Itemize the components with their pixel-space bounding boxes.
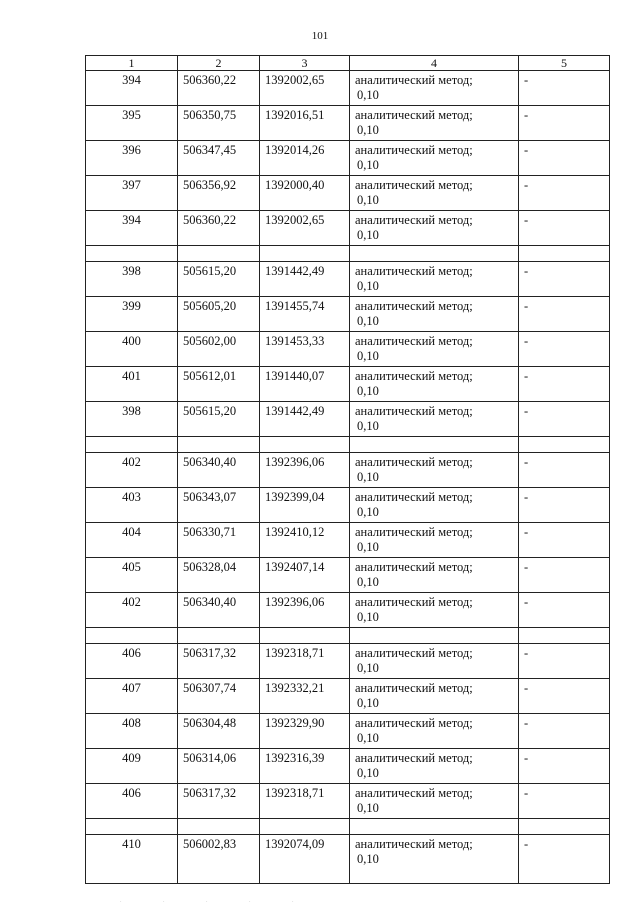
- accuracy-value: 0,10: [357, 158, 379, 172]
- y-coordinate-cell: 1391442,49: [260, 402, 350, 437]
- method-label: аналитический метод;: [355, 560, 473, 574]
- y-coordinate-cell: 1392002,65: [260, 211, 350, 246]
- accuracy-value: 0,10: [357, 696, 379, 710]
- method-cell: [350, 211, 519, 246]
- x-coordinate-cell: 506328,04: [178, 558, 260, 593]
- table-row: [86, 714, 610, 749]
- method-cell: [350, 523, 519, 558]
- coordinates-table: [85, 55, 610, 884]
- empty-cell: [350, 437, 519, 453]
- x-coordinate-cell: 506314,06: [178, 749, 260, 784]
- table-row: [86, 784, 610, 819]
- scan-artifact: . . . . .: [120, 898, 314, 904]
- method-label: аналитический метод;: [355, 595, 473, 609]
- method-cell: [350, 141, 519, 176]
- accuracy-value: 0,10: [357, 505, 379, 519]
- column-header-5: 5: [519, 56, 610, 71]
- method-label: аналитический метод;: [355, 73, 473, 87]
- method-label: аналитический метод;: [355, 646, 473, 660]
- table-row: [86, 835, 610, 884]
- table-gap-row: [86, 437, 610, 453]
- empty-cell: [519, 819, 610, 835]
- x-coordinate-cell: 506356,92: [178, 176, 260, 211]
- method-label: аналитический метод;: [355, 299, 473, 313]
- accuracy-value: 0,10: [357, 349, 379, 363]
- x-coordinate-cell: 506347,45: [178, 141, 260, 176]
- y-coordinate-cell: 1392014,26: [260, 141, 350, 176]
- note-cell: -: [519, 558, 610, 593]
- point-number-cell: 406: [86, 644, 178, 679]
- method-label: аналитический метод;: [355, 404, 473, 418]
- empty-cell: [350, 628, 519, 644]
- empty-cell: [260, 819, 350, 835]
- accuracy-value: 0,10: [357, 88, 379, 102]
- table-row: [86, 106, 610, 141]
- method-cell: [350, 262, 519, 297]
- empty-cell: [86, 819, 178, 835]
- empty-cell: [350, 246, 519, 262]
- note-cell: -: [519, 367, 610, 402]
- x-coordinate-cell: 506317,32: [178, 644, 260, 679]
- accuracy-value: 0,10: [357, 575, 379, 589]
- y-coordinate-cell: 1392002,65: [260, 71, 350, 106]
- method-label: аналитический метод;: [355, 837, 473, 851]
- method-cell: [350, 176, 519, 211]
- method-cell: [350, 558, 519, 593]
- x-coordinate-cell: 506360,22: [178, 211, 260, 246]
- table-row: [86, 141, 610, 176]
- point-number-cell: 402: [86, 593, 178, 628]
- note-cell: -: [519, 106, 610, 141]
- accuracy-value: 0,10: [357, 661, 379, 675]
- table-row: [86, 71, 610, 106]
- accuracy-value: 0,10: [357, 801, 379, 815]
- table-row: [86, 176, 610, 211]
- point-number-cell: 407: [86, 679, 178, 714]
- note-cell: -: [519, 297, 610, 332]
- method-label: аналитический метод;: [355, 490, 473, 504]
- accuracy-value: 0,10: [357, 314, 379, 328]
- empty-cell: [519, 246, 610, 262]
- note-cell: -: [519, 644, 610, 679]
- table-row: [86, 644, 610, 679]
- x-coordinate-cell: 505605,20: [178, 297, 260, 332]
- y-coordinate-cell: 1392318,71: [260, 644, 350, 679]
- method-cell: [350, 297, 519, 332]
- note-cell: -: [519, 453, 610, 488]
- method-cell: [350, 714, 519, 749]
- table-row: [86, 262, 610, 297]
- x-coordinate-cell: 506340,40: [178, 593, 260, 628]
- y-coordinate-cell: 1392016,51: [260, 106, 350, 141]
- point-number-cell: 401: [86, 367, 178, 402]
- empty-cell: [178, 437, 260, 453]
- table-gap-row: [86, 628, 610, 644]
- accuracy-value: 0,10: [357, 384, 379, 398]
- x-coordinate-cell: 506304,48: [178, 714, 260, 749]
- note-cell: -: [519, 714, 610, 749]
- method-label: аналитический метод;: [355, 751, 473, 765]
- empty-cell: [260, 246, 350, 262]
- accuracy-value: 0,10: [357, 610, 379, 624]
- point-number-cell: 406: [86, 784, 178, 819]
- method-cell: [350, 835, 519, 884]
- column-header-3: 3: [260, 56, 350, 71]
- point-number-cell: 402: [86, 453, 178, 488]
- empty-cell: [519, 437, 610, 453]
- point-number-cell: 409: [86, 749, 178, 784]
- method-cell: [350, 784, 519, 819]
- y-coordinate-cell: 1391440,07: [260, 367, 350, 402]
- empty-cell: [178, 246, 260, 262]
- table-row: [86, 211, 610, 246]
- point-number-cell: 399: [86, 297, 178, 332]
- y-coordinate-cell: 1391455,74: [260, 297, 350, 332]
- page-number: 101: [311, 30, 329, 42]
- method-label: аналитический метод;: [355, 108, 473, 122]
- method-label: аналитический метод;: [355, 786, 473, 800]
- y-coordinate-cell: 1392074,09: [260, 835, 350, 884]
- x-coordinate-cell: 506002,83: [178, 835, 260, 884]
- note-cell: -: [519, 262, 610, 297]
- note-cell: -: [519, 176, 610, 211]
- empty-cell: [178, 819, 260, 835]
- method-label: аналитический метод;: [355, 178, 473, 192]
- empty-cell: [260, 628, 350, 644]
- x-coordinate-cell: 506350,75: [178, 106, 260, 141]
- y-coordinate-cell: 1392000,40: [260, 176, 350, 211]
- x-coordinate-cell: 506330,71: [178, 523, 260, 558]
- note-cell: -: [519, 784, 610, 819]
- point-number-cell: 394: [86, 211, 178, 246]
- table-row: [86, 402, 610, 437]
- empty-cell: [260, 437, 350, 453]
- table-row: [86, 679, 610, 714]
- y-coordinate-cell: 1391442,49: [260, 262, 350, 297]
- empty-cell: [350, 819, 519, 835]
- point-number-cell: 408: [86, 714, 178, 749]
- method-cell: [350, 749, 519, 784]
- method-cell: [350, 488, 519, 523]
- method-cell: [350, 402, 519, 437]
- method-cell: [350, 593, 519, 628]
- point-number-cell: 404: [86, 523, 178, 558]
- accuracy-value: 0,10: [357, 228, 379, 242]
- method-label: аналитический метод;: [355, 143, 473, 157]
- note-cell: -: [519, 71, 610, 106]
- method-cell: [350, 106, 519, 141]
- y-coordinate-cell: 1392399,04: [260, 488, 350, 523]
- point-number-cell: 394: [86, 71, 178, 106]
- table-row: [86, 453, 610, 488]
- method-label: аналитический метод;: [355, 334, 473, 348]
- point-number-cell: 400: [86, 332, 178, 367]
- table-row: [86, 332, 610, 367]
- note-cell: -: [519, 679, 610, 714]
- point-number-cell: 405: [86, 558, 178, 593]
- x-coordinate-cell: 505612,01: [178, 367, 260, 402]
- method-cell: [350, 332, 519, 367]
- y-coordinate-cell: 1392332,21: [260, 679, 350, 714]
- method-label: аналитический метод;: [355, 264, 473, 278]
- note-cell: -: [519, 211, 610, 246]
- method-cell: [350, 453, 519, 488]
- x-coordinate-cell: 506317,32: [178, 784, 260, 819]
- y-coordinate-cell: 1392316,39: [260, 749, 350, 784]
- method-label: аналитический метод;: [355, 213, 473, 227]
- empty-cell: [178, 628, 260, 644]
- note-cell: -: [519, 749, 610, 784]
- method-label: аналитический метод;: [355, 369, 473, 383]
- x-coordinate-cell: 505602,00: [178, 332, 260, 367]
- table-row: [86, 558, 610, 593]
- method-cell: [350, 367, 519, 402]
- note-cell: -: [519, 488, 610, 523]
- table-header-row: [86, 56, 610, 71]
- table-gap-row: [86, 246, 610, 262]
- note-cell: -: [519, 141, 610, 176]
- point-number-cell: 396: [86, 141, 178, 176]
- x-coordinate-cell: 506343,07: [178, 488, 260, 523]
- empty-cell: [86, 437, 178, 453]
- column-header-2: 2: [178, 56, 260, 71]
- point-number-cell: 403: [86, 488, 178, 523]
- note-cell: -: [519, 402, 610, 437]
- note-cell: -: [519, 835, 610, 884]
- point-number-cell: 410: [86, 835, 178, 884]
- empty-cell: [519, 628, 610, 644]
- y-coordinate-cell: 1391453,33: [260, 332, 350, 367]
- accuracy-value: 0,10: [357, 540, 379, 554]
- accuracy-value: 0,10: [357, 193, 379, 207]
- method-cell: [350, 644, 519, 679]
- note-cell: -: [519, 332, 610, 367]
- table-row: [86, 749, 610, 784]
- accuracy-value: 0,10: [357, 731, 379, 745]
- table-gap-row: [86, 819, 610, 835]
- x-coordinate-cell: 506360,22: [178, 71, 260, 106]
- method-cell: [350, 679, 519, 714]
- table-row: [86, 593, 610, 628]
- column-header-4: 4: [350, 56, 519, 71]
- method-label: аналитический метод;: [355, 716, 473, 730]
- method-label: аналитический метод;: [355, 525, 473, 539]
- empty-cell: [86, 628, 178, 644]
- point-number-cell: 397: [86, 176, 178, 211]
- accuracy-value: 0,10: [357, 766, 379, 780]
- y-coordinate-cell: 1392396,06: [260, 453, 350, 488]
- method-label: аналитический метод;: [355, 455, 473, 469]
- y-coordinate-cell: 1392396,06: [260, 593, 350, 628]
- y-coordinate-cell: 1392318,71: [260, 784, 350, 819]
- method-cell: [350, 71, 519, 106]
- y-coordinate-cell: 1392407,14: [260, 558, 350, 593]
- table-row: [86, 297, 610, 332]
- accuracy-value: 0,10: [357, 852, 379, 866]
- point-number-cell: 395: [86, 106, 178, 141]
- accuracy-value: 0,10: [357, 123, 379, 137]
- x-coordinate-cell: 505615,20: [178, 402, 260, 437]
- y-coordinate-cell: 1392410,12: [260, 523, 350, 558]
- accuracy-value: 0,10: [357, 470, 379, 484]
- y-coordinate-cell: 1392329,90: [260, 714, 350, 749]
- point-number-cell: 398: [86, 402, 178, 437]
- column-header-1: 1: [86, 56, 178, 71]
- method-label: аналитический метод;: [355, 681, 473, 695]
- note-cell: -: [519, 523, 610, 558]
- x-coordinate-cell: 506307,74: [178, 679, 260, 714]
- point-number-cell: 398: [86, 262, 178, 297]
- table-row: [86, 488, 610, 523]
- table-row: [86, 367, 610, 402]
- table-row: [86, 523, 610, 558]
- empty-cell: [86, 246, 178, 262]
- x-coordinate-cell: 506340,40: [178, 453, 260, 488]
- accuracy-value: 0,10: [357, 279, 379, 293]
- x-coordinate-cell: 505615,20: [178, 262, 260, 297]
- accuracy-value: 0,10: [357, 419, 379, 433]
- note-cell: -: [519, 593, 610, 628]
